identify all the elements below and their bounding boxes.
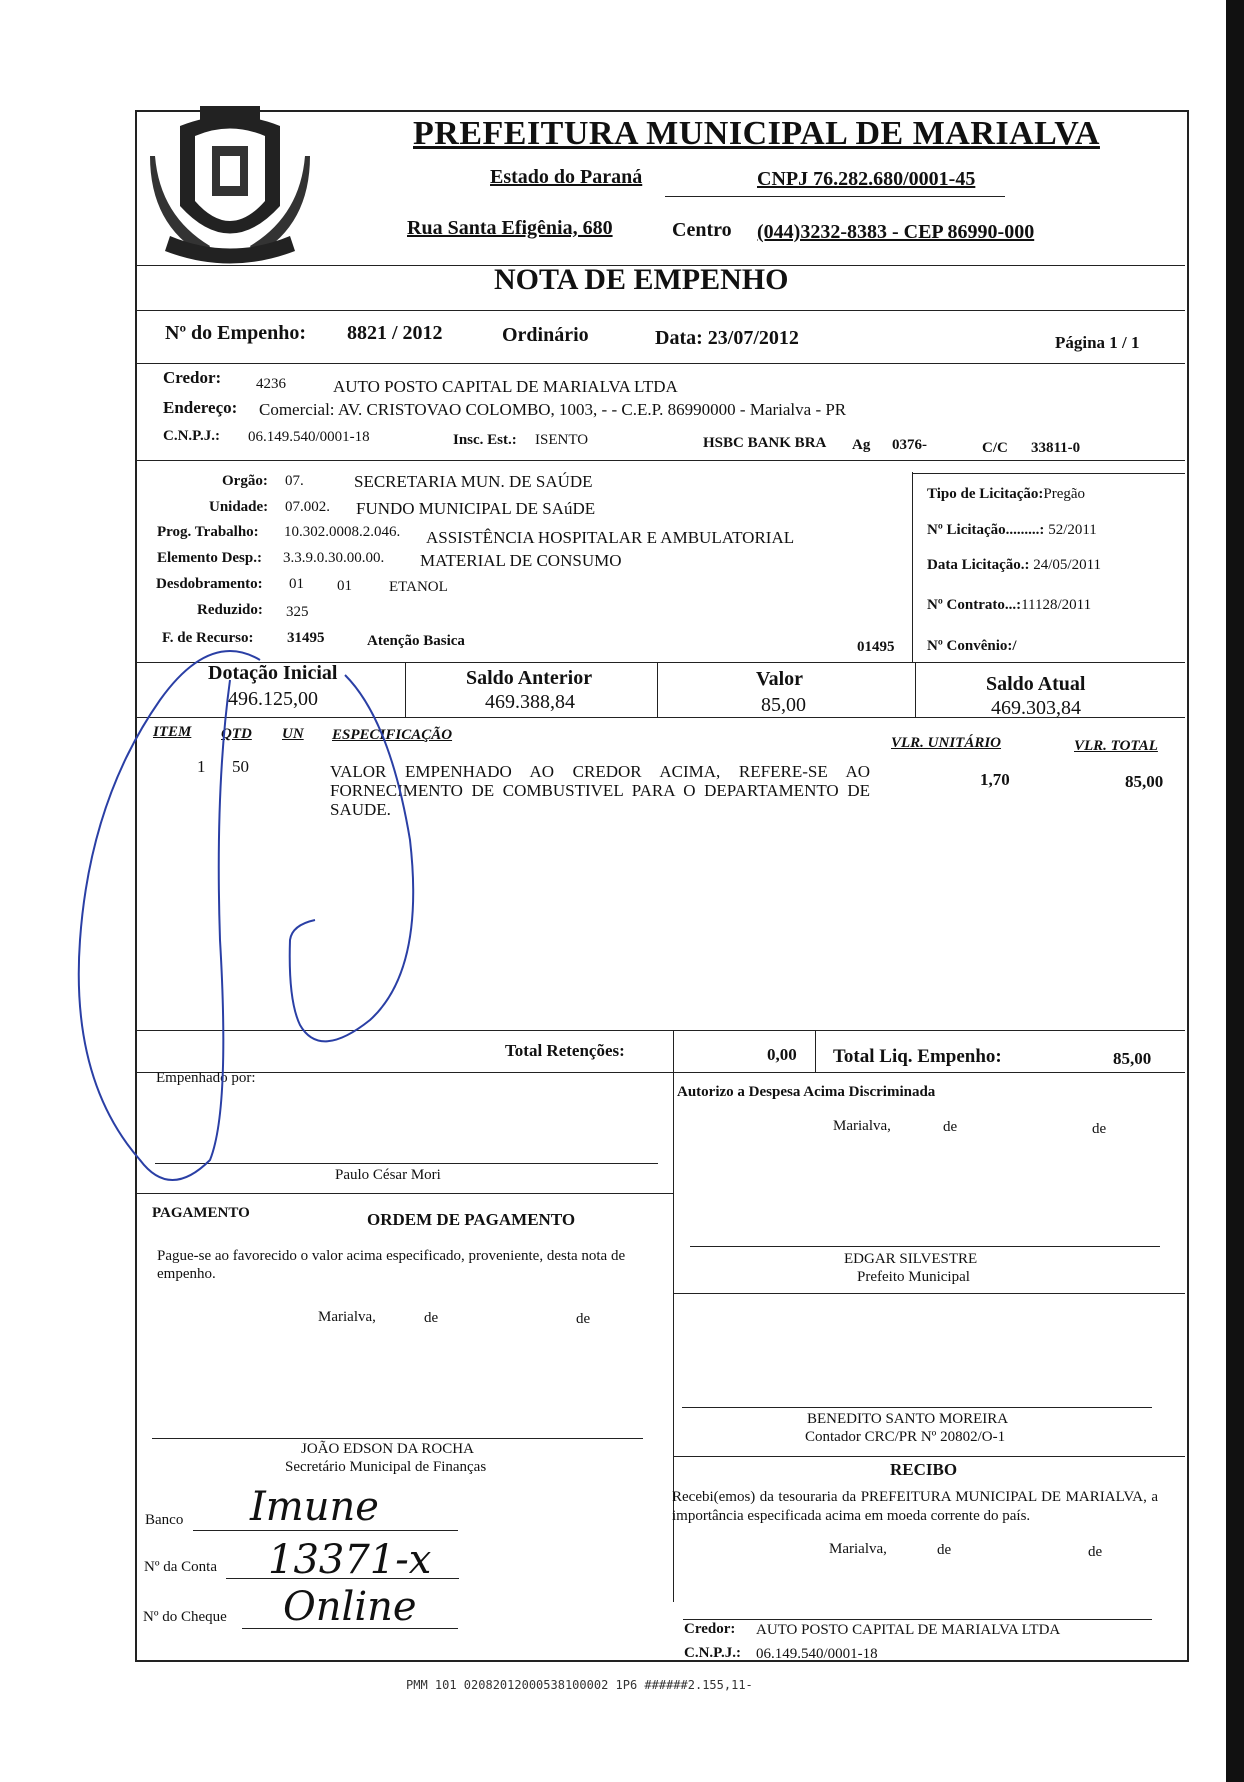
- autorizo-de-2: de: [1092, 1121, 1107, 1137]
- fonte-code: 31495: [287, 630, 325, 646]
- desdobramento-label: Desdobramento:: [156, 576, 263, 592]
- reduzido-value: 325: [286, 604, 309, 620]
- saldo-atual-label: Saldo Atual: [986, 673, 1086, 695]
- saldo-atual-value: 469.303,84: [991, 697, 1081, 719]
- divider: [912, 472, 913, 662]
- col-qtd: QTD: [221, 726, 252, 742]
- recibo-label: RECIBO: [890, 1460, 958, 1479]
- col-un: UN: [282, 726, 304, 742]
- prog-name: ASSISTÊNCIA HOSPITALAR E AMBULATORIAL: [426, 528, 795, 547]
- valor-label: Valor: [756, 668, 804, 690]
- col-especificacao: ESPECIFICAÇÃO: [332, 727, 453, 743]
- col-vlr-total: VLR. TOTAL: [1074, 738, 1158, 754]
- divider: [915, 662, 916, 717]
- signature-line: [683, 1619, 1152, 1620]
- contador-role: Contador CRC/PR Nº 20802/O-1: [805, 1429, 1006, 1445]
- divider: [135, 460, 1185, 461]
- credor-address-label: Endereço:: [163, 398, 238, 417]
- total-liq-value: 85,00: [1113, 1049, 1152, 1068]
- ordem-pagamento-label: ORDEM DE PAGAMENTO: [367, 1210, 576, 1229]
- desdobramento-b: 01: [337, 578, 352, 594]
- fonte-name: Atenção Basica: [367, 633, 465, 649]
- total-liq-label: Total Liq. Empenho:: [833, 1046, 1002, 1067]
- insc-label: Insc. Est.:: [453, 432, 517, 448]
- unidade-code: 07.002.: [285, 499, 330, 515]
- recibo-place: Marialva,: [829, 1541, 887, 1557]
- credor-label: Credor:: [163, 368, 222, 387]
- conta-handwritten: 13371-x: [268, 1537, 432, 1583]
- licitacao-date-label: Data Licitação.: 24/05/2011: [927, 557, 1102, 573]
- pagamento-place: Marialva,: [318, 1309, 376, 1325]
- cnpj-underline: [665, 196, 1005, 197]
- desdobramento-a: 01: [289, 576, 304, 592]
- recibo-credor: AUTO POSTO CAPITAL DE MARIALVA LTDA: [756, 1622, 1061, 1638]
- empenhado-label: Empenhado por:: [156, 1070, 256, 1086]
- cheque-handwritten: Online: [283, 1584, 417, 1630]
- recibo-cnpj: 06.149.540/0001-18: [756, 1646, 878, 1662]
- valor-value: 85,00: [761, 694, 806, 716]
- col-vlr-unitario: VLR. UNITÁRIO: [891, 735, 1002, 751]
- insc-value: ISENTO: [535, 432, 589, 448]
- dotacao-label: Dotação Inicial: [208, 662, 338, 684]
- divider: [673, 1293, 1185, 1294]
- bank-cc-label: C/C: [982, 440, 1008, 456]
- item-number: 1: [197, 757, 206, 776]
- fonte-code-2: 01495: [857, 639, 895, 655]
- autorizo-de-1: de: [943, 1119, 958, 1135]
- mechanical-stamp: PMM 101 02082012000538100002 1P6 ######2.155,11-: [406, 1678, 753, 1692]
- item-vlr-total: 85,00: [1125, 772, 1164, 791]
- prefeitura-title: PREFEITURA MUNICIPAL DE MARIALVA: [413, 115, 1100, 152]
- recibo-cnpj-label: C.N.P.J.:: [684, 1645, 741, 1661]
- credor-cnpj-label: C.N.P.J.:: [163, 428, 220, 444]
- item-vlr-unitario: 1,70: [980, 770, 1010, 789]
- empenho-label: Nº do Empenho:: [165, 322, 307, 344]
- prefeito-name: EDGAR SILVESTRE: [844, 1251, 978, 1267]
- bank-ag-label: Ag: [852, 437, 871, 453]
- pagamento-label: PAGAMENTO: [152, 1205, 250, 1221]
- contrato-label: Nº Contrato...:11128/2011: [927, 597, 1092, 613]
- cheque-label: Nº do Cheque: [143, 1609, 227, 1625]
- unidade-name: FUNDO MUNICIPAL DE SAúDE: [356, 499, 596, 518]
- recibo-de-2: de: [1088, 1544, 1103, 1560]
- fonte-label: F. de Recurso:: [162, 630, 254, 646]
- licitacao-date: 24/05/2011: [1033, 557, 1102, 573]
- bank-ag: 0376-: [892, 437, 927, 453]
- divider: [657, 662, 658, 717]
- banco-handwritten: Imune: [250, 1484, 379, 1530]
- unidade-label: Unidade:: [209, 499, 269, 515]
- item-especificacao: VALOR EMPENHADO AO CREDOR ACIMA, REFERE-SE AO FORNECIMENTO DE COMBUSTIVEL PARA O DEPARTAMENTO DE SAUDE.: [330, 762, 870, 819]
- saldo-anterior-value: 469.388,84: [485, 691, 575, 713]
- orgao-name: SECRETARIA MUN. DE SAÚDE: [354, 472, 593, 491]
- elemento-code: 3.3.9.0.30.00.00.: [283, 550, 385, 566]
- credor-address: Comercial: AV. CRISTOVAO COLOMBO, 1003, - - C.E.P. 86990000 - Marialva - PR: [259, 400, 847, 419]
- empenho-date: Data: 23/07/2012: [655, 327, 799, 349]
- convenio-label: Nº Convênio:/: [927, 638, 1017, 654]
- elemento-name: MATERIAL DE CONSUMO: [420, 551, 622, 570]
- credor-code: 4236: [256, 376, 286, 392]
- page-number: Página 1 / 1: [1055, 333, 1140, 352]
- licitacao-num: 52/2011: [1048, 522, 1097, 538]
- empenho-number: 8821 / 2012: [347, 322, 443, 344]
- bank-cc: 33811-0: [1031, 440, 1081, 456]
- pagamento-text: Pague-se ao favorecido o valor acima especificado, proveniente, desta nota de empenho.: [157, 1248, 626, 1282]
- prog-code: 10.302.0008.2.046.: [284, 524, 401, 540]
- divider: [673, 1456, 1185, 1457]
- credor-name: AUTO POSTO CAPITAL DE MARIALVA LTDA: [333, 377, 678, 396]
- elemento-label: Elemento Desp.:: [157, 550, 262, 566]
- licitacao-num-label: Nº Licitação.........: 52/2011: [927, 522, 1097, 538]
- divider: [135, 310, 1185, 311]
- pagamento-de-1: de: [424, 1310, 439, 1326]
- banco-label: Banco: [145, 1512, 184, 1528]
- divider: [673, 1030, 674, 1072]
- pagamento-signer-role: Secretário Municipal de Finanças: [285, 1459, 487, 1475]
- divider: [815, 1030, 816, 1072]
- empenho-type: Ordinário: [502, 324, 589, 346]
- prog-label: Prog. Trabalho:: [157, 524, 259, 540]
- saldo-anterior-label: Saldo Anterior: [466, 667, 593, 689]
- retencoes-label: Total Retenções:: [505, 1041, 625, 1060]
- scan-edge: [1226, 0, 1244, 1782]
- divider: [912, 473, 1185, 474]
- contrato-num: 11128/2011: [1021, 597, 1092, 613]
- col-item: ITEM: [153, 724, 192, 740]
- retencoes-value: 0,00: [767, 1045, 797, 1064]
- credor-cnpj: 06.149.540/0001-18: [248, 429, 370, 445]
- signature-line: [682, 1407, 1152, 1408]
- state-name: Estado do Paraná: [490, 166, 643, 188]
- conta-label: Nº da Conta: [144, 1559, 217, 1575]
- dotacao-value: 496.125,00: [228, 688, 318, 710]
- prefeitura-address: Rua Santa Efigênia, 680: [407, 217, 613, 239]
- municipal-seal-icon: [150, 96, 310, 268]
- prefeitura-phone-cep: (044)3232-8383 - CEP 86990-000: [757, 221, 1035, 243]
- orgao-code: 07.: [285, 473, 304, 489]
- licitacao-type: Pregão: [1043, 486, 1086, 502]
- recibo-text: Recebi(emos) da tesouraria da PREFEITURA MUNICIPAL DE MARIALVA, a importância especificada acima em moeda corrente do país.: [672, 1489, 1158, 1524]
- signature-line: [152, 1438, 643, 1439]
- reduzido-label: Reduzido:: [197, 602, 263, 618]
- pagamento-de-2: de: [576, 1311, 591, 1327]
- signature-line: [690, 1246, 1160, 1247]
- pagamento-signer: JOÃO EDSON DA ROCHA: [301, 1441, 474, 1457]
- prefeitura-district: Centro: [672, 219, 732, 241]
- bank-name: HSBC BANK BRA: [703, 435, 827, 451]
- recibo-credor-label: Credor:: [684, 1621, 736, 1637]
- orgao-label: Orgão:: [222, 473, 268, 489]
- recibo-de-1: de: [937, 1542, 952, 1558]
- autorizo-place: Marialva,: [833, 1118, 891, 1134]
- divider: [135, 363, 1185, 364]
- contador-name: BENEDITO SANTO MOREIRA: [807, 1411, 1009, 1427]
- blue-pen-annotation: [70, 640, 470, 1200]
- banco-line: [193, 1530, 458, 1531]
- licitacao-type-label: Tipo de Licitação:Pregão: [927, 486, 1086, 502]
- prefeito-role: Prefeito Municipal: [857, 1269, 970, 1285]
- autorizo-label: Autorizo a Despesa Acima Discriminada: [677, 1084, 936, 1100]
- doc-title: NOTA DE EMPENHO: [494, 263, 789, 296]
- item-qtd: 50: [232, 757, 249, 776]
- desdobramento-name: ETANOL: [389, 579, 448, 595]
- empenhado-signer: Paulo César Mori: [335, 1167, 441, 1183]
- prefeitura-cnpj: CNPJ 76.282.680/0001-45: [757, 168, 976, 190]
